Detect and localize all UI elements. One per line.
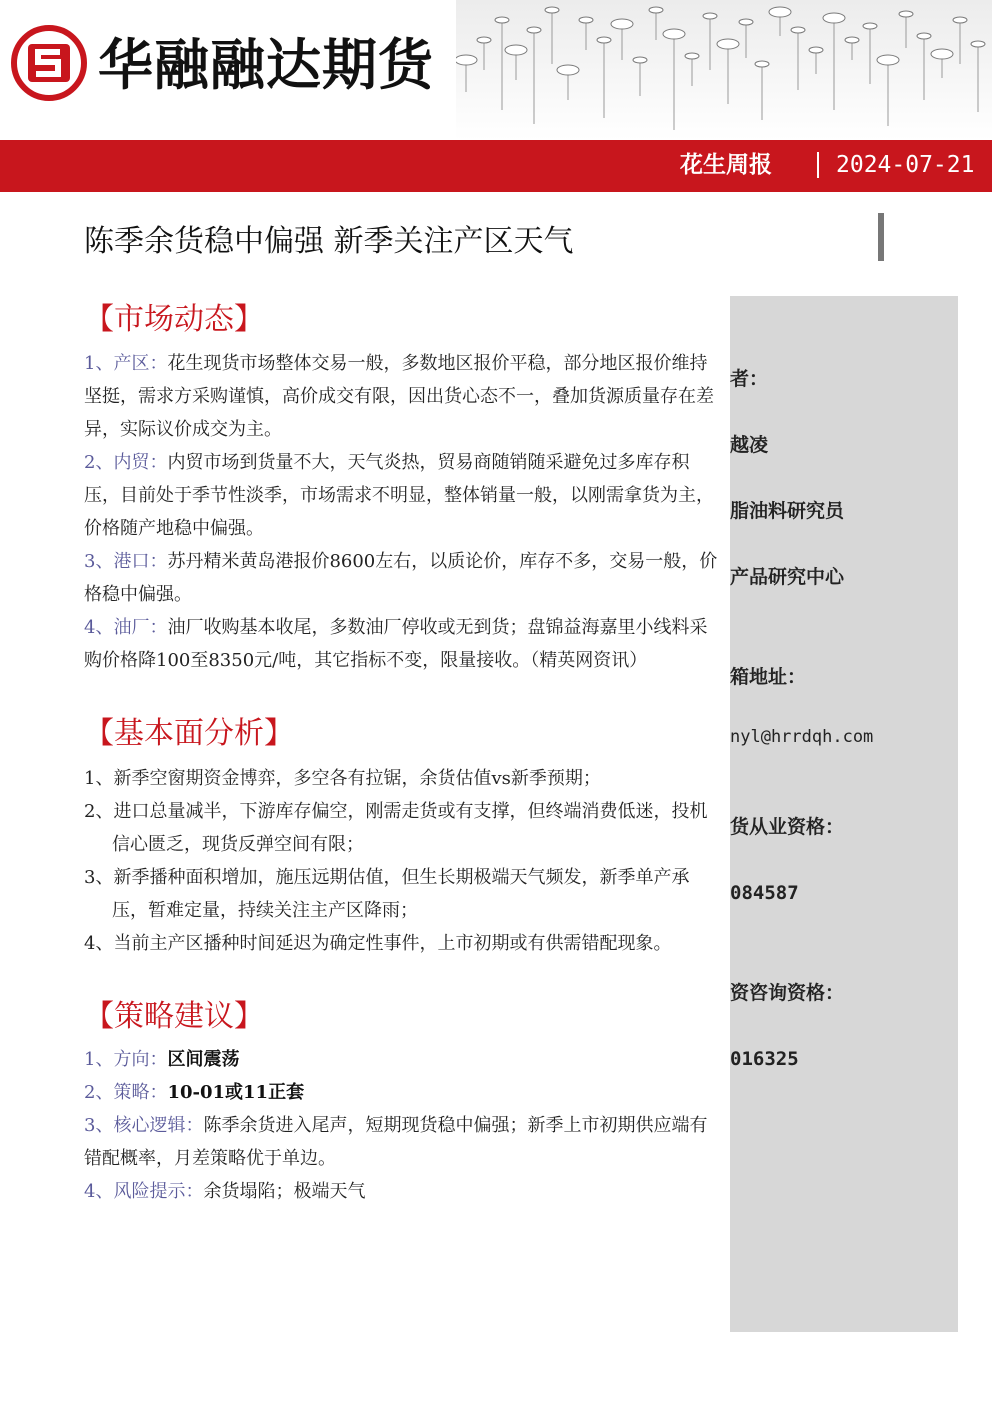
decoration-ellipse xyxy=(663,29,685,39)
market-dynamics-heading: 【市场动态】 xyxy=(84,302,264,337)
market-item-text: 花生现货市场整体交易一般，多数地区报价平稳，部分地区报价维持坚挺，需求方采购谨慎，高价成交有限，因出货心态不一，叠加货源质量存在差异，实际议价成交为主。 xyxy=(84,353,714,440)
report-date: 2024-07-21 xyxy=(836,152,975,178)
decoration-ellipse xyxy=(456,55,477,65)
page-title: 陈季余货稳中偏强 新季关注产区天气 xyxy=(84,224,574,259)
decoration-ellipse xyxy=(477,37,491,43)
market-item xyxy=(84,446,722,545)
strategy-item-text: 陈季余货进入尾声，短期现货稳中偏强；新季上市初期供应端有错配概率，月差策略优于单边。 xyxy=(84,1115,708,1169)
strategy-item xyxy=(84,1043,722,1076)
decoration-ellipse xyxy=(557,65,579,75)
decoration-ellipse xyxy=(505,45,527,55)
market-item xyxy=(84,347,722,446)
market-item-label: 4、油厂： xyxy=(84,617,168,638)
strategy-item-text: 10-01或11正套 xyxy=(167,1082,305,1103)
decoration-ellipse xyxy=(877,55,899,65)
market-item xyxy=(84,611,722,677)
decoration-ellipse xyxy=(931,49,953,59)
report-type: 花生周报 xyxy=(680,151,772,178)
investment-qualification-id: 016325 xyxy=(730,1048,799,1070)
decoration-ellipse xyxy=(953,17,967,23)
company-name: 华融融达期货 xyxy=(98,33,435,97)
fundamentals-item: 1、新季空窗期资金博弈，多空各有拉锯，余货估值vs新季预期； xyxy=(84,768,601,789)
strategy-item-text: 余货塌陷；极端天气 xyxy=(203,1181,366,1202)
decoration-ellipse xyxy=(755,61,769,67)
decoration-ellipse xyxy=(739,19,753,25)
company-logo-icon xyxy=(10,24,88,102)
fundamentals-item: 4、当前主产区播种时间延迟为确定性事件，上市初期或有供需错配现象。 xyxy=(84,933,672,954)
decoration-ellipse xyxy=(545,7,559,13)
decoration-ellipse xyxy=(899,11,913,17)
decoration-ellipse xyxy=(791,27,805,33)
email-address[interactable]: nyl@hrrdqh.com xyxy=(730,727,874,747)
market-item-label: 2、内贸： xyxy=(84,452,168,473)
decoration-ellipse xyxy=(611,19,633,29)
author-role: 脂油料研究员 xyxy=(730,500,845,522)
decoration-ellipse xyxy=(863,23,877,29)
decoration-ellipse xyxy=(495,17,509,23)
decoration-ellipse xyxy=(823,13,845,23)
email-label: 箱地址： xyxy=(730,666,807,688)
decoration-ellipse xyxy=(809,47,823,53)
strategy-item xyxy=(84,1175,722,1208)
author-sidebar xyxy=(730,296,958,1332)
decoration-ellipse xyxy=(769,7,791,17)
market-item xyxy=(84,545,722,611)
decoration-ellipse xyxy=(917,33,931,39)
author-department: 产品研究中心 xyxy=(730,566,845,588)
market-item-text: 内贸市场到货量不大，天气炎热，贸易商随销随采避免过多库存积压，目前处于季节性淡季，市场需求不明显，整体销量一般，以刚需拿货为主，价格随产地稳中偏强。 xyxy=(84,452,714,539)
strategy-item-label: 3、核心逻辑： xyxy=(84,1115,204,1136)
decoration-ellipse xyxy=(685,53,699,59)
decoration-ellipse xyxy=(597,37,611,43)
market-item-text: 苏丹精米黄岛港报价8600左右，以质论价，库存不多，交易一般，价格稳中偏强。 xyxy=(84,551,718,605)
decoration-ellipse xyxy=(717,39,739,49)
decoration-ellipse xyxy=(649,7,663,13)
strategy-item-label: 2、策略： xyxy=(84,1082,168,1103)
header-decoration xyxy=(456,0,992,140)
decoration-ellipse xyxy=(703,13,717,19)
investment-qualification-label: 资咨询资格： xyxy=(730,982,845,1004)
strategy-item-text: 区间震荡 xyxy=(167,1049,240,1070)
futures-qualification-label: 货从业资格： xyxy=(730,816,845,838)
strategy-item xyxy=(84,1076,722,1109)
author-name: 越凌 xyxy=(730,434,769,456)
market-item-label: 1、产区： xyxy=(84,353,168,374)
strategy-item-label: 4、风险提示： xyxy=(84,1181,204,1202)
market-item-label: 3、港口： xyxy=(84,551,168,572)
decoration-ellipse xyxy=(633,57,647,63)
strategy-heading: 【策略建议】 xyxy=(84,999,264,1034)
fundamentals-item: 2、进口总量减半，下游库存偏空，刚需走货或有支撑，但终端消费低迷，投机信心匮乏，现货反弹空间有限； xyxy=(84,801,708,855)
decoration-ellipse xyxy=(527,27,541,33)
strategy-item xyxy=(84,1109,722,1175)
decoration-ellipse xyxy=(845,37,859,43)
decoration-ellipse xyxy=(971,41,985,47)
title-marker xyxy=(878,213,884,261)
header-separator xyxy=(817,152,819,178)
strategy-item-label: 1、方向： xyxy=(84,1049,168,1070)
market-item-text: 油厂收购基本收尾，多数油厂停收或无到货；盘锦益海嘉里小线料采购价格降100至8350元/吨，其它指标不变，限量接收。（精英网资讯） xyxy=(84,617,708,671)
fundamentals-heading: 【基本面分析】 xyxy=(84,716,294,751)
fundamentals-item: 3、新季播种面积增加，施压远期估值，但生长期极端天气频发，新季单产承压，暂难定量，持续关注主产区降雨； xyxy=(84,867,690,921)
author-label: 者： xyxy=(730,368,769,390)
futures-qualification-id: 084587 xyxy=(730,882,799,904)
decoration-ellipse xyxy=(579,17,593,23)
